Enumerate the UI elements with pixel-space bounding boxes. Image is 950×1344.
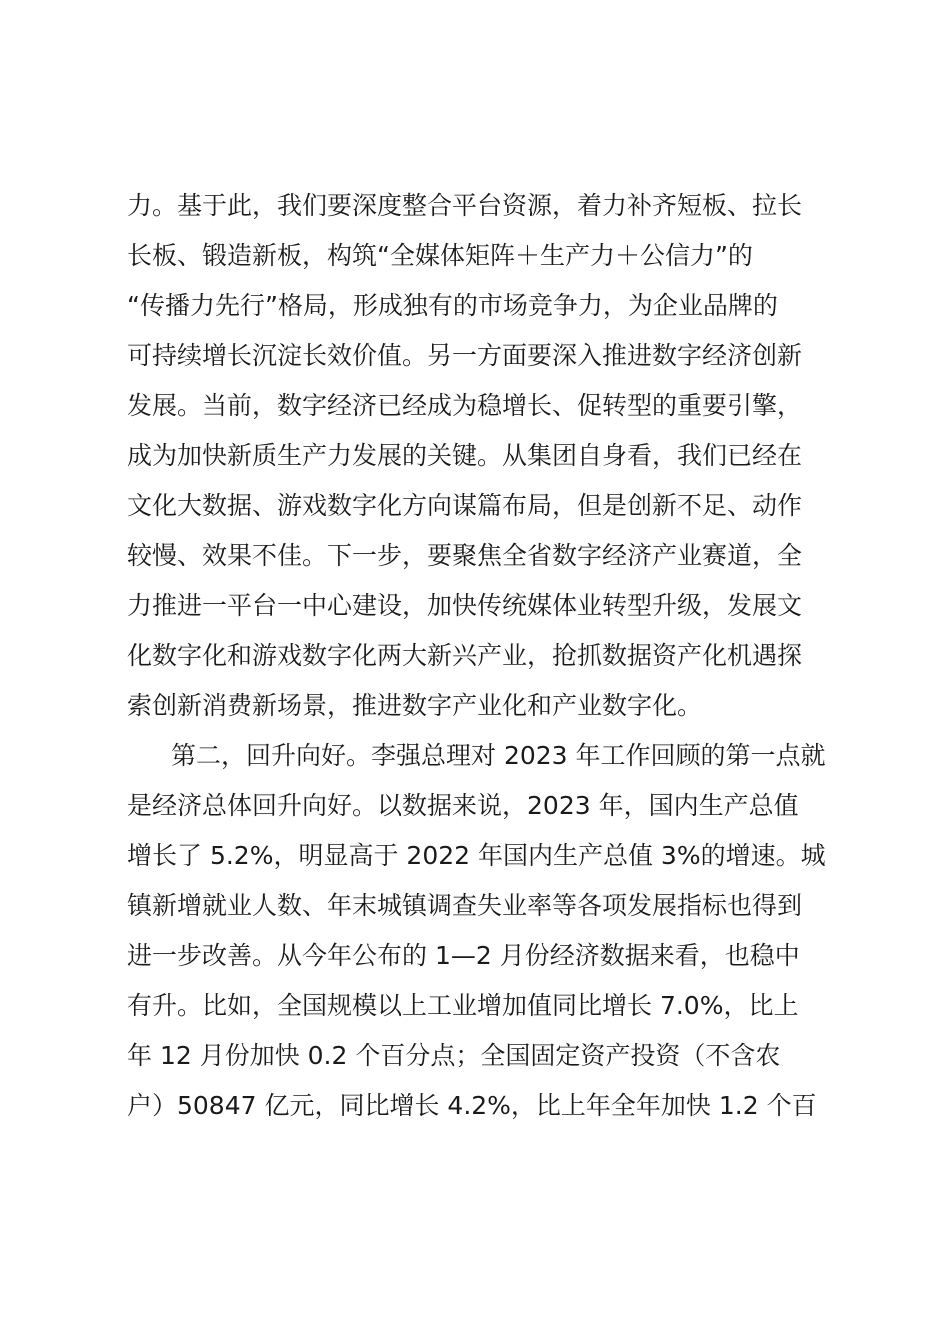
text-line: 年 12 月份加快 0.2 个百分点；全国固定资产投资（不含农 [127, 1041, 781, 1070]
text-line: 成为加快新质生产力发展的关键。从集团自身看，我们已经在 [127, 441, 803, 470]
text-line: 力推进一平台一中心建设，加快传统媒体业转型升级，发展文 [127, 591, 803, 620]
text-line: “传播力先行”格局，形成独有的市场竞争力，为企业品牌的 [127, 291, 778, 320]
text-line: 力。基于此，我们要深度整合平台资源，着力补齐短板、拉长 [127, 191, 803, 220]
text-line: 发展。当前，数字经济已经成为稳增长、促转型的重要引擎， [127, 391, 803, 420]
paragraph-2 [127, 731, 837, 1131]
text-line: 有升。比如，全国规模以上工业增加值同比增长 7.0%，比上 [127, 991, 799, 1020]
text-line: 化数字化和游戏数字化两大新兴产业，抢抓数据资产化机遇探 [127, 641, 803, 670]
text-line: 镇新增就业人数、年末城镇调查失业率等各项发展指标也得到 [127, 891, 803, 920]
text-line: 增长了 5.2%，明显高于 2022 年国内生产总值 3%的增速。城 [127, 841, 826, 870]
body-text [127, 181, 837, 1131]
paragraph-1 [127, 181, 837, 731]
text-line: 户）50847 亿元，同比增长 4.2%，比上年全年加快 1.2 个百 [127, 1091, 817, 1120]
text-line: 索创新消费新场景，推进数字产业化和产业数字化。 [127, 691, 703, 720]
text-line: 文化大数据、游戏数字化方向谋篇布局，但是创新不足、动作 [127, 491, 803, 520]
text-line: 进一步改善。从今年公布的 1—2 月份经济数据来看，也稳中 [127, 941, 800, 970]
text-line: 可持续增长沉淀长效价值。另一方面要深入推进数字经济创新 [127, 341, 803, 370]
text-line: 长板、锻造新板，构筑“全媒体矩阵＋生产力＋公信力”的 [127, 241, 753, 270]
text-line: 是经济总体回升向好。以数据来说，2023 年，国内生产总值 [127, 791, 799, 820]
text-line: 较慢、效果不佳。下一步，要聚焦全省数字经济产业赛道，全 [127, 541, 803, 570]
text-line: 第二，回升向好。李强总理对 2023 年工作回顾的第一点就 [171, 741, 826, 770]
